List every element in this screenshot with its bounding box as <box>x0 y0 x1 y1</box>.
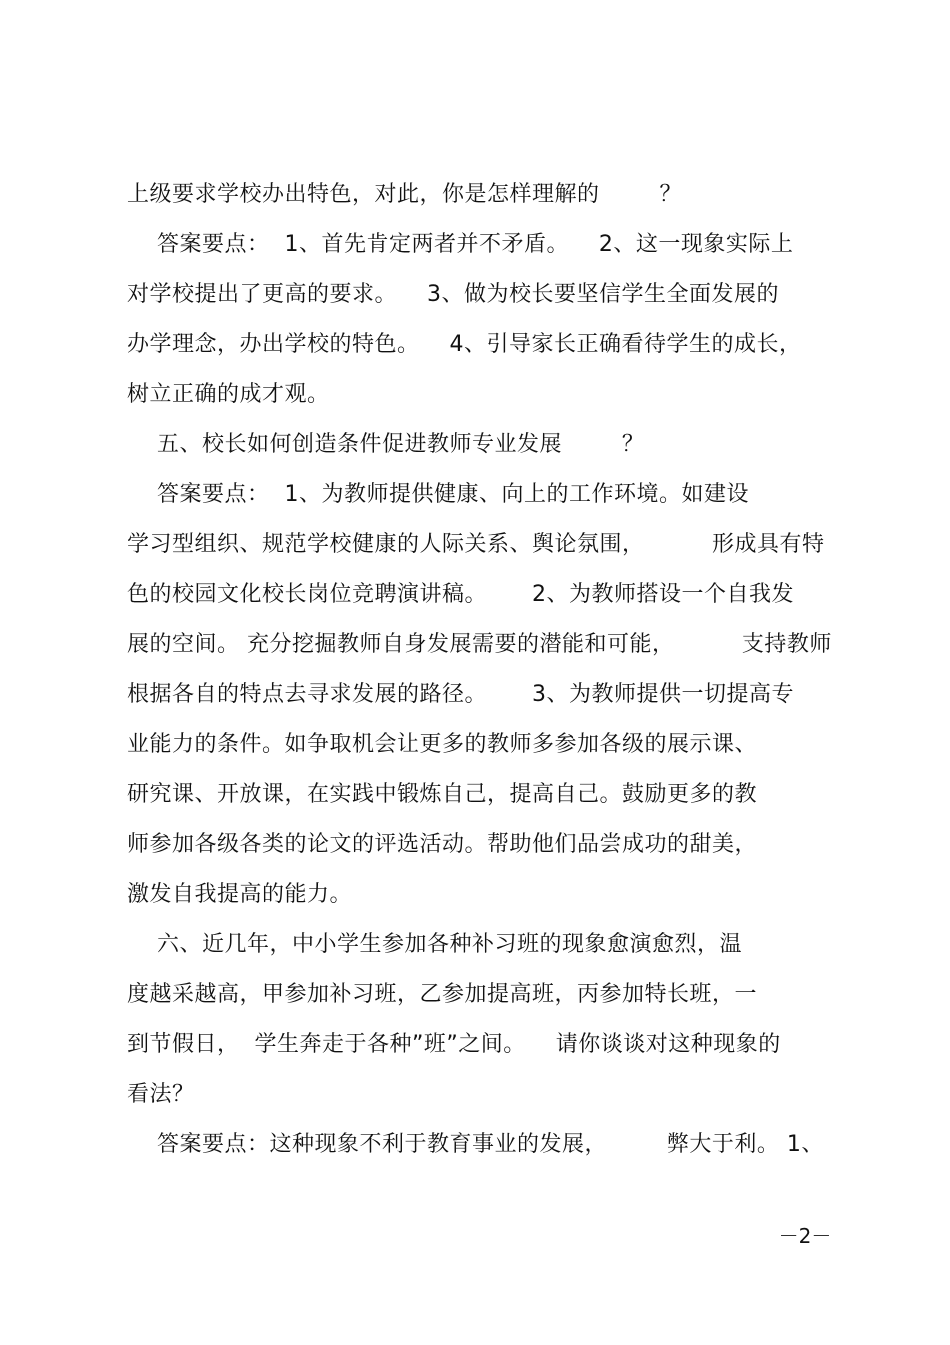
text-line: 看法？ <box>127 1082 195 1107</box>
text-line: 上级要求学校办出特色，对此，你是怎样理解的 ？ <box>127 182 682 207</box>
text-line: 度越采越高，甲参加补习班，乙参加提高班，丙参加特长班，一 <box>127 982 758 1007</box>
text-line: 业能力的条件。如争取机会让更多的教师多参加各级的展示课、 <box>127 732 758 757</box>
text-line: 办学理念，办出学校的特色。 4、引导家长正确看待学生的成长， <box>127 332 802 357</box>
section-heading: 六、近几年，中小学生参加各种补习班的现象愈演愈烈，温 <box>127 932 742 957</box>
text-line: 师参加各级各类的论文的评选活动。帮助他们品尝成功的甜美， <box>127 832 758 857</box>
page-number: －2－ <box>778 1224 832 1248</box>
text-line: 答案要点： 1、为教师提供健康、向上的工作环境。如建设 <box>127 482 749 507</box>
text-line: 答案要点：这种现象不利于教育事业的发展， 弊大于利。 1、 <box>127 1132 824 1157</box>
text-line: 激发自我提高的能力。 <box>127 882 353 907</box>
text-line: 学习型组织、规范学校健康的人际关系、舆论氛围， 形成具有特 <box>127 532 825 557</box>
text-line: 研究课、开放课，在实践中锻炼自己，提高自己。鼓励更多的教 <box>127 782 758 807</box>
text-line: 答案要点： 1、首先肯定两者并不矛盾。 2、这一现象实际上 <box>127 232 794 257</box>
text-line: 色的校园文化校长岗位竞聘演讲稿。 2、为教师搭设一个自我发 <box>127 582 794 607</box>
text-line: 根据各自的特点去寻求发展的路径。 3、为教师提供一切提高专 <box>127 682 794 707</box>
text-line: 树立正确的成才观。 <box>127 382 330 407</box>
text-line: 到节假日， 学生奔走于各种”班”之间。 请你谈谈对这种现象的 <box>127 1032 781 1057</box>
section-heading: 五、校长如何创造条件促进教师专业发展 ？ <box>127 432 645 457</box>
text-line: 展的空间。 充分挖掘教师自身发展需要的潜能和可能， 支持教师 <box>127 632 832 657</box>
text-line: 对学校提出了更高的要求。 3、做为校长要坚信学生全面发展的 <box>127 282 779 307</box>
